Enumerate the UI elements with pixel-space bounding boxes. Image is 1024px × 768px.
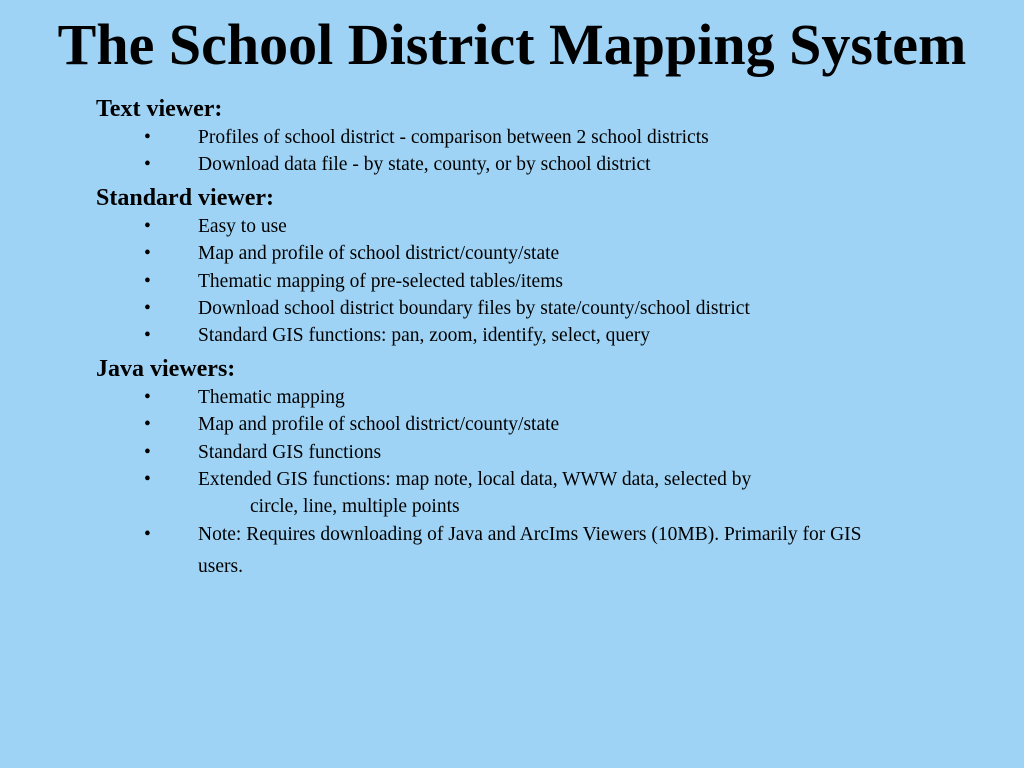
list-item bbox=[96, 384, 1006, 411]
list-item bbox=[96, 124, 1006, 151]
list-item-text: Easy to use bbox=[198, 215, 287, 237]
list-item-text: Profiles of school district - comparison between 2 school districts bbox=[198, 127, 709, 148]
list-item bbox=[96, 439, 1006, 466]
list-item-text: Standard GIS functions bbox=[198, 441, 382, 463]
list-item bbox=[96, 411, 1006, 438]
section-java-viewers bbox=[96, 354, 1006, 581]
list-item bbox=[96, 213, 1006, 240]
section-heading: Text viewer: bbox=[96, 96, 223, 122]
slide-title: The School District Mapping System bbox=[57, 12, 967, 77]
list-item-text: Thematic mapping bbox=[198, 386, 345, 408]
bullet-marker: • bbox=[144, 154, 151, 176]
bullet-marker: • bbox=[144, 414, 151, 436]
bullet-marker: • bbox=[144, 523, 151, 545]
list-item bbox=[96, 466, 1006, 521]
slide-content bbox=[96, 94, 1006, 581]
bullet-marker: • bbox=[144, 270, 151, 292]
list-item bbox=[96, 521, 1006, 581]
list-item-continuation: users. bbox=[198, 556, 243, 578]
list-item-continuation: circle, line, multiple points bbox=[250, 496, 460, 518]
list-item-text: Download data file - by state, county, or by school district bbox=[198, 154, 651, 176]
bullet-marker: • bbox=[144, 243, 151, 265]
bullet-marker: • bbox=[144, 127, 151, 148]
bullet-list bbox=[96, 213, 1006, 350]
bullet-marker: • bbox=[144, 298, 151, 320]
section-heading: Java viewers: bbox=[96, 355, 236, 382]
bullet-marker: • bbox=[144, 325, 151, 347]
list-item-text: Note: Requires downloading of Java and ArcIms Viewers (10MB). Primarily for GIS bbox=[198, 523, 862, 545]
section-standard-viewer bbox=[96, 183, 1006, 350]
bullet-marker: • bbox=[144, 469, 151, 491]
list-item bbox=[96, 322, 1006, 349]
list-item bbox=[96, 151, 1006, 178]
section-heading: Standard viewer: bbox=[96, 184, 274, 211]
section-text-viewer bbox=[96, 94, 1006, 179]
bullet-marker: • bbox=[144, 441, 151, 463]
list-item-text: Download school district boundary files by state/county/school district bbox=[198, 298, 750, 320]
list-item bbox=[96, 240, 1006, 267]
bullet-list bbox=[96, 124, 1006, 179]
bullet-marker: • bbox=[144, 215, 151, 237]
list-item-text: Map and profile of school district/county/state bbox=[198, 243, 560, 265]
list-item-text: Thematic mapping of pre-selected tables/items bbox=[198, 270, 563, 292]
list-item-text: Standard GIS functions: pan, zoom, identify, select, query bbox=[198, 325, 651, 347]
list-item-text: Map and profile of school district/county/state bbox=[198, 414, 560, 436]
bullet-list bbox=[96, 384, 1006, 581]
list-item bbox=[96, 295, 1006, 322]
list-item bbox=[96, 268, 1006, 295]
list-item-text: Extended GIS functions: map note, local data, WWW data, selected by bbox=[198, 469, 752, 491]
bullet-marker: • bbox=[144, 386, 151, 408]
